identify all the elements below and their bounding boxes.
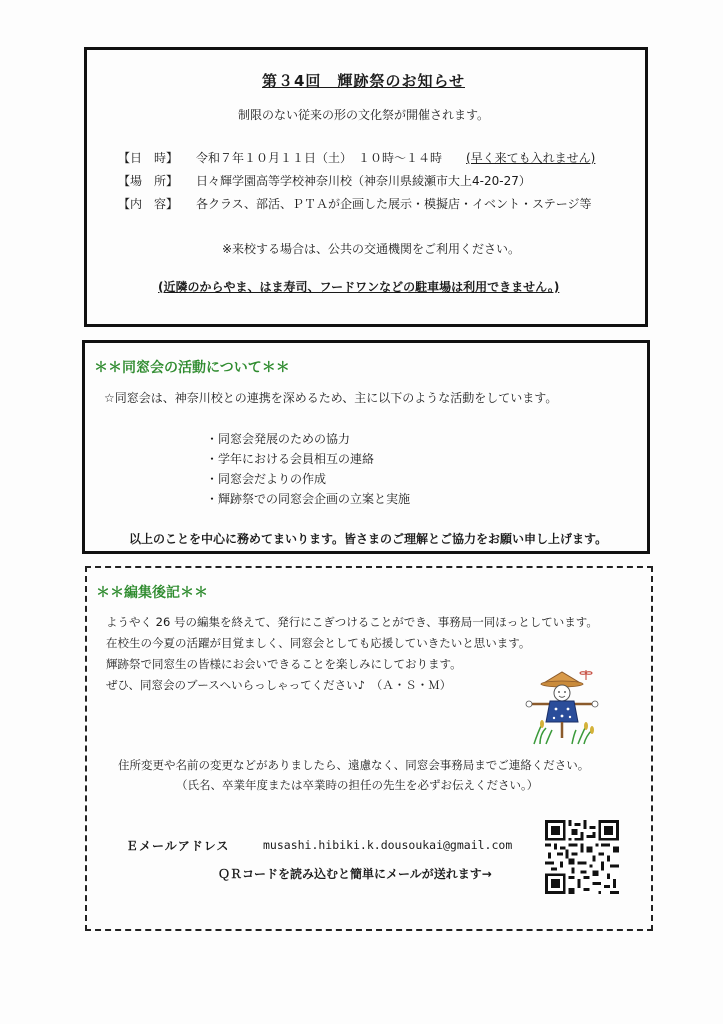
email-address[interactable]: musashi.hibiki.k.dousoukai@gmail.com: [263, 838, 513, 852]
place-label: 【場 所】: [118, 174, 179, 188]
alumni-item: ・同窓会発展のための協力: [206, 432, 351, 446]
date-note: (早く来ても入れません): [466, 151, 596, 165]
afterword-line: ようやく 26 号の編集を終えて、発行にこぎつけることができ、事務局一同ほっとしています。: [106, 615, 598, 629]
date-label: 【日 時】: [118, 151, 179, 165]
notice-title: 第３4回 輝跡祭のお知らせ: [262, 72, 465, 90]
qr-note: ＱＲコードを読み込むと簡単にメールが送れます→: [218, 867, 492, 881]
qr-code-icon[interactable]: [545, 820, 619, 894]
alumni-heading: ＊＊同窓会の活動について＊＊: [94, 360, 290, 376]
content-value: 各クラス、部活、ＰＴＡが企画した展示・模擬店・イベント・ステージ等: [196, 197, 592, 211]
contact-line-1: 住所変更や名前の変更などがありましたら、遠慮なく、同窓会事務局までご連絡ください。: [118, 758, 590, 772]
transport-note: ※来校する場合は、公共の交通機関をご利用ください。: [222, 242, 521, 256]
alumni-item: ・輝跡祭での同窓会企画の立案と実施: [206, 492, 411, 506]
notice-intro: 制限のない従来の形の文化祭が開催されます。: [238, 108, 490, 122]
alumni-closing: 以上のことを中心に務めてまいります。皆さまのご理解とご協力をお願い申し上げます。: [129, 532, 608, 546]
afterword-line: ぜひ、同窓会のブースへいらっしゃってください♪ （Ａ・Ｓ・Ｍ）: [106, 678, 452, 692]
date-value: 令和７年１０月１１日（土） １０時～１４時: [196, 151, 443, 165]
afterword-line: 輝跡祭で同窓生の皆様にお会いできることを楽しみにしております。: [106, 657, 462, 671]
scarecrow-icon: [520, 664, 600, 746]
alumni-item: ・学年における会員相互の連絡: [206, 452, 375, 466]
afterword-heading: ＊＊編集後記＊＊: [96, 585, 208, 601]
parking-note: (近隣のからやま、はま寿司、フードワンなどの駐車場は利用できません。): [158, 280, 560, 294]
alumni-intro: ☆同窓会は、神奈川校との連携を深めるため、主に以下のような活動をしています。: [104, 391, 558, 405]
email-label: Ｅメールアドレス: [126, 839, 230, 853]
afterword-line: 在校生の今夏の活躍が目覚ましく、同窓会としても応援していきたいと思います。: [106, 636, 531, 650]
place-value: 日々輝学園高等学校神奈川校（神奈川県綾瀬市大上4-20-27）: [196, 174, 531, 188]
contact-line-2: （氏名、卒業年度または卒業時の担任の先生を必ずお伝えください。）: [176, 778, 539, 792]
content-label: 【内 容】: [118, 197, 179, 211]
alumni-item: ・同窓会だよりの作成: [206, 472, 327, 486]
